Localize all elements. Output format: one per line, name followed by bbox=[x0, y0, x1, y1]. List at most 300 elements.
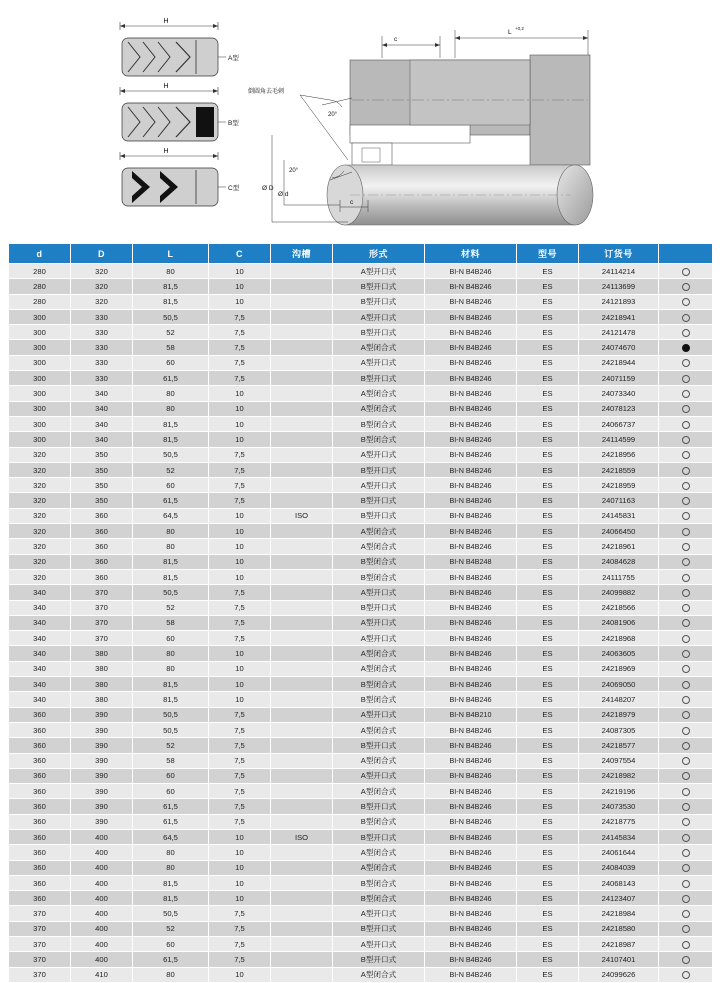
table-row[interactable] bbox=[9, 875, 713, 890]
cell-L: 58 bbox=[133, 340, 209, 355]
cell-C: 10 bbox=[209, 692, 271, 707]
cell-C: 10 bbox=[209, 401, 271, 416]
cell-L: 52 bbox=[133, 325, 209, 340]
cell-model: ES bbox=[517, 355, 579, 370]
technical-drawing bbox=[0, 0, 720, 238]
cell-d: 300 bbox=[9, 309, 71, 324]
stock-dot-empty-icon bbox=[682, 910, 690, 918]
cell-material: BI-N B4B246 bbox=[425, 508, 517, 523]
cell-order-no: 24218566 bbox=[579, 600, 659, 615]
cell-L: 60 bbox=[133, 768, 209, 783]
cell-D: 390 bbox=[71, 784, 133, 799]
cell-C: 7,5 bbox=[209, 707, 271, 722]
profile-view-c bbox=[120, 152, 226, 206]
cell-L: 50,5 bbox=[133, 447, 209, 462]
stock-indicator bbox=[659, 829, 713, 844]
cell-form: B型闭合式 bbox=[333, 891, 425, 906]
cell-C: 7,5 bbox=[209, 753, 271, 768]
col-D: D bbox=[71, 244, 133, 264]
cell-form: B型闭合式 bbox=[333, 416, 425, 431]
cell-D: 400 bbox=[71, 921, 133, 936]
table-row[interactable] bbox=[9, 294, 713, 309]
cell-L: 80 bbox=[133, 539, 209, 554]
cell-model: ES bbox=[517, 294, 579, 309]
cell-D: 320 bbox=[71, 279, 133, 294]
cell-D: 360 bbox=[71, 554, 133, 569]
stock-dot-empty-icon bbox=[682, 788, 690, 796]
cell-form: B型开口式 bbox=[333, 279, 425, 294]
cell-L: 80 bbox=[133, 845, 209, 860]
cell-d: 340 bbox=[9, 677, 71, 692]
stock-dot-empty-icon bbox=[682, 528, 690, 536]
table-row[interactable] bbox=[9, 478, 713, 493]
table-row[interactable] bbox=[9, 906, 713, 921]
table-row[interactable] bbox=[9, 967, 713, 982]
table-row[interactable] bbox=[9, 784, 713, 799]
cell-order-no: 24114599 bbox=[579, 432, 659, 447]
cell-order-no: 24087305 bbox=[579, 722, 659, 737]
table-row[interactable] bbox=[9, 447, 713, 462]
cell-L: 60 bbox=[133, 478, 209, 493]
cell-C: 10 bbox=[209, 539, 271, 554]
cell-form: B型闭合式 bbox=[333, 554, 425, 569]
cell-order-no: 24084628 bbox=[579, 554, 659, 569]
table-row[interactable] bbox=[9, 937, 713, 952]
cell-form: A型闭合式 bbox=[333, 845, 425, 860]
stock-indicator bbox=[659, 875, 713, 890]
stock-dot-empty-icon bbox=[682, 558, 690, 566]
cell-d: 370 bbox=[9, 967, 71, 982]
cell-form: B型开口式 bbox=[333, 738, 425, 753]
cell-order-no: 24114214 bbox=[579, 264, 659, 279]
cell-L: 81,5 bbox=[133, 569, 209, 584]
cell-material: BI-N B4B246 bbox=[425, 646, 517, 661]
stock-indicator bbox=[659, 493, 713, 508]
cell-d: 340 bbox=[9, 615, 71, 630]
cell-d: 340 bbox=[9, 600, 71, 615]
stock-indicator bbox=[659, 906, 713, 921]
cell-D: 320 bbox=[71, 264, 133, 279]
cell-C: 10 bbox=[209, 829, 271, 844]
cell-model: ES bbox=[517, 646, 579, 661]
cell-d: 370 bbox=[9, 921, 71, 936]
cell-material: BI-N B4B246 bbox=[425, 631, 517, 646]
label-l: L bbox=[508, 29, 512, 36]
cell-groove bbox=[271, 325, 333, 340]
stock-dot-empty-icon bbox=[682, 283, 690, 291]
table-row[interactable] bbox=[9, 692, 713, 707]
cell-material: BI-N B4B246 bbox=[425, 906, 517, 921]
cell-order-no: 24121478 bbox=[579, 325, 659, 340]
cell-D: 360 bbox=[71, 569, 133, 584]
cell-d: 300 bbox=[9, 355, 71, 370]
table-row[interactable] bbox=[9, 661, 713, 676]
cell-order-no: 24097554 bbox=[579, 753, 659, 768]
cell-d: 300 bbox=[9, 401, 71, 416]
cell-groove bbox=[271, 615, 333, 630]
cell-C: 7,5 bbox=[209, 799, 271, 814]
stock-dot-empty-icon bbox=[682, 543, 690, 551]
cell-d: 300 bbox=[9, 340, 71, 355]
table-row[interactable] bbox=[9, 432, 713, 447]
cell-order-no: 24074670 bbox=[579, 340, 659, 355]
cell-material: BI-N B4B246 bbox=[425, 937, 517, 952]
cell-material: BI-N B4B246 bbox=[425, 432, 517, 447]
stock-indicator bbox=[659, 921, 713, 936]
cell-C: 10 bbox=[209, 386, 271, 401]
cell-C: 7,5 bbox=[209, 371, 271, 386]
cell-material: BI-N B4B246 bbox=[425, 615, 517, 630]
stock-indicator bbox=[659, 738, 713, 753]
cell-form: A型开口式 bbox=[333, 937, 425, 952]
cell-d: 300 bbox=[9, 371, 71, 386]
cell-order-no: 24218775 bbox=[579, 814, 659, 829]
cell-D: 330 bbox=[71, 309, 133, 324]
cell-model: ES bbox=[517, 478, 579, 493]
cell-material: BI-N B4B246 bbox=[425, 325, 517, 340]
cell-form: A型开口式 bbox=[333, 478, 425, 493]
cell-material: BI-N B4B246 bbox=[425, 600, 517, 615]
cell-model: ES bbox=[517, 722, 579, 737]
cell-C: 7,5 bbox=[209, 921, 271, 936]
cell-form: A型开口式 bbox=[333, 906, 425, 921]
cell-C: 10 bbox=[209, 569, 271, 584]
cell-C: 7,5 bbox=[209, 631, 271, 646]
label-c-bottom: c bbox=[350, 199, 354, 206]
table-row[interactable] bbox=[9, 860, 713, 875]
cell-model: ES bbox=[517, 585, 579, 600]
cell-model: ES bbox=[517, 829, 579, 844]
cell-L: 50,5 bbox=[133, 722, 209, 737]
stock-dot-empty-icon bbox=[682, 650, 690, 658]
cell-model: ES bbox=[517, 524, 579, 539]
table-row[interactable] bbox=[9, 264, 713, 279]
cell-L: 60 bbox=[133, 937, 209, 952]
cell-D: 340 bbox=[71, 416, 133, 431]
cell-C: 10 bbox=[209, 661, 271, 676]
stock-indicator bbox=[659, 799, 713, 814]
cell-form: A型闭合式 bbox=[333, 340, 425, 355]
cell-L: 61,5 bbox=[133, 952, 209, 967]
table-row[interactable] bbox=[9, 738, 713, 753]
stock-dot-empty-icon bbox=[682, 268, 690, 276]
cell-L: 52 bbox=[133, 738, 209, 753]
cell-material: BI-N B4B246 bbox=[425, 585, 517, 600]
cell-d: 340 bbox=[9, 585, 71, 600]
cell-d: 360 bbox=[9, 738, 71, 753]
cell-D: 390 bbox=[71, 753, 133, 768]
cell-material: BI-N B4B246 bbox=[425, 891, 517, 906]
cell-d: 340 bbox=[9, 661, 71, 676]
cell-groove: ISO bbox=[271, 508, 333, 523]
cell-d: 320 bbox=[9, 508, 71, 523]
cell-D: 390 bbox=[71, 799, 133, 814]
cell-form: A型闭合式 bbox=[333, 386, 425, 401]
table-row[interactable] bbox=[9, 768, 713, 783]
cell-D: 400 bbox=[71, 937, 133, 952]
cell-model: ES bbox=[517, 371, 579, 386]
cell-order-no: 24219196 bbox=[579, 784, 659, 799]
cell-order-no: 24111755 bbox=[579, 569, 659, 584]
cell-material: BI-N B4B246 bbox=[425, 768, 517, 783]
cell-material: BI-N B4B246 bbox=[425, 661, 517, 676]
cell-form: B型开口式 bbox=[333, 952, 425, 967]
cell-C: 10 bbox=[209, 416, 271, 431]
cell-order-no: 24218941 bbox=[579, 309, 659, 324]
cell-D: 340 bbox=[71, 401, 133, 416]
stock-indicator bbox=[659, 722, 713, 737]
cell-form: A型开口式 bbox=[333, 355, 425, 370]
cell-groove bbox=[271, 493, 333, 508]
table-row[interactable] bbox=[9, 554, 713, 569]
table-row[interactable] bbox=[9, 722, 713, 737]
cell-L: 50,5 bbox=[133, 906, 209, 921]
stock-indicator bbox=[659, 937, 713, 952]
cell-D: 380 bbox=[71, 677, 133, 692]
cell-form: A型闭合式 bbox=[333, 967, 425, 982]
cell-D: 400 bbox=[71, 860, 133, 875]
cell-L: 50,5 bbox=[133, 707, 209, 722]
label-h-b: H bbox=[163, 83, 169, 90]
cell-material: BI-N B4B246 bbox=[425, 493, 517, 508]
cell-C: 10 bbox=[209, 279, 271, 294]
cell-D: 390 bbox=[71, 722, 133, 737]
table-row[interactable] bbox=[9, 371, 713, 386]
table-row[interactable] bbox=[9, 707, 713, 722]
stock-indicator bbox=[659, 784, 713, 799]
cell-D: 400 bbox=[71, 829, 133, 844]
cell-groove bbox=[271, 646, 333, 661]
stock-indicator bbox=[659, 860, 713, 875]
cell-model: ES bbox=[517, 309, 579, 324]
cell-form: A型闭合式 bbox=[333, 646, 425, 661]
cell-C: 7,5 bbox=[209, 768, 271, 783]
cell-C: 10 bbox=[209, 646, 271, 661]
cell-groove bbox=[271, 860, 333, 875]
cell-d: 360 bbox=[9, 845, 71, 860]
table-row[interactable] bbox=[9, 585, 713, 600]
cell-form: B型开口式 bbox=[333, 371, 425, 386]
table-row[interactable] bbox=[9, 677, 713, 692]
table-row[interactable] bbox=[9, 340, 713, 355]
table-row[interactable] bbox=[9, 829, 713, 844]
cell-d: 320 bbox=[9, 478, 71, 493]
cell-C: 7,5 bbox=[209, 722, 271, 737]
stock-dot-empty-icon bbox=[682, 436, 690, 444]
table-row[interactable] bbox=[9, 921, 713, 936]
stock-dot-empty-icon bbox=[682, 359, 690, 367]
table-row[interactable] bbox=[9, 401, 713, 416]
cell-groove bbox=[271, 799, 333, 814]
cell-groove bbox=[271, 401, 333, 416]
stock-dot-empty-icon bbox=[682, 298, 690, 306]
cell-material: BI-N B4B246 bbox=[425, 355, 517, 370]
table-row[interactable] bbox=[9, 462, 713, 477]
cell-material: BI-N B4B246 bbox=[425, 340, 517, 355]
cell-d: 320 bbox=[9, 447, 71, 462]
cell-L: 81,5 bbox=[133, 432, 209, 447]
cell-material: BI-N B4B246 bbox=[425, 692, 517, 707]
cell-groove bbox=[271, 279, 333, 294]
cell-order-no: 24218968 bbox=[579, 631, 659, 646]
table-row[interactable] bbox=[9, 355, 713, 370]
cell-D: 350 bbox=[71, 478, 133, 493]
col-groove: 沟槽 bbox=[271, 244, 333, 264]
cell-L: 80 bbox=[133, 264, 209, 279]
stock-dot-empty-icon bbox=[682, 482, 690, 490]
cell-D: 350 bbox=[71, 493, 133, 508]
table-row[interactable] bbox=[9, 753, 713, 768]
cell-material: BI-N B4B246 bbox=[425, 294, 517, 309]
stock-dot-empty-icon bbox=[682, 467, 690, 475]
table-row[interactable] bbox=[9, 493, 713, 508]
cell-groove bbox=[271, 707, 333, 722]
stock-dot-empty-icon bbox=[682, 314, 690, 322]
table-row[interactable] bbox=[9, 646, 713, 661]
cell-L: 81,5 bbox=[133, 692, 209, 707]
cell-L: 80 bbox=[133, 401, 209, 416]
table-row[interactable] bbox=[9, 799, 713, 814]
cell-C: 7,5 bbox=[209, 309, 271, 324]
cell-order-no: 24061644 bbox=[579, 845, 659, 860]
table-row[interactable] bbox=[9, 386, 713, 401]
table-row[interactable] bbox=[9, 524, 713, 539]
cell-form: B型开口式 bbox=[333, 294, 425, 309]
cell-model: ES bbox=[517, 677, 579, 692]
cell-D: 340 bbox=[71, 386, 133, 401]
cell-form: A型闭合式 bbox=[333, 722, 425, 737]
cell-D: 360 bbox=[71, 508, 133, 523]
cell-model: ES bbox=[517, 340, 579, 355]
cell-groove bbox=[271, 554, 333, 569]
table-row[interactable] bbox=[9, 569, 713, 584]
cell-material: BI-N B4B246 bbox=[425, 677, 517, 692]
cell-form: A型开口式 bbox=[333, 309, 425, 324]
cell-form: B型开口式 bbox=[333, 493, 425, 508]
cell-form: B型闭合式 bbox=[333, 569, 425, 584]
cell-C: 10 bbox=[209, 524, 271, 539]
cell-L: 64,5 bbox=[133, 508, 209, 523]
stock-dot-empty-icon bbox=[682, 864, 690, 872]
stock-indicator bbox=[659, 692, 713, 707]
cell-d: 360 bbox=[9, 768, 71, 783]
cell-form: A型开口式 bbox=[333, 264, 425, 279]
cell-L: 81,5 bbox=[133, 875, 209, 890]
stock-dot-empty-icon bbox=[682, 895, 690, 903]
table-row[interactable] bbox=[9, 279, 713, 294]
stock-indicator bbox=[659, 309, 713, 324]
cell-model: ES bbox=[517, 738, 579, 753]
cell-groove bbox=[271, 753, 333, 768]
stock-dot-empty-icon bbox=[682, 619, 690, 627]
stock-indicator bbox=[659, 600, 713, 615]
cell-L: 81,5 bbox=[133, 554, 209, 569]
stock-dot-empty-icon bbox=[682, 681, 690, 689]
cell-order-no: 24121893 bbox=[579, 294, 659, 309]
stock-indicator bbox=[659, 432, 713, 447]
cell-d: 280 bbox=[9, 279, 71, 294]
cell-L: 61,5 bbox=[133, 814, 209, 829]
cell-model: ES bbox=[517, 432, 579, 447]
stock-dot-empty-icon bbox=[682, 604, 690, 612]
cell-form: A型开口式 bbox=[333, 768, 425, 783]
table-row[interactable] bbox=[9, 325, 713, 340]
table-row[interactable] bbox=[9, 615, 713, 630]
cell-groove bbox=[271, 340, 333, 355]
cell-material: BI-N B4B246 bbox=[425, 401, 517, 416]
stock-indicator bbox=[659, 814, 713, 829]
cell-form: A型开口式 bbox=[333, 447, 425, 462]
cell-D: 330 bbox=[71, 355, 133, 370]
stock-dot-empty-icon bbox=[682, 574, 690, 582]
cell-d: 280 bbox=[9, 264, 71, 279]
cell-material: BI-N B4B246 bbox=[425, 952, 517, 967]
cell-order-no: 24078123 bbox=[579, 401, 659, 416]
col-C: C bbox=[209, 244, 271, 264]
cell-order-no: 24063605 bbox=[579, 646, 659, 661]
cell-groove bbox=[271, 416, 333, 431]
cell-material: BI-N B4B248 bbox=[425, 554, 517, 569]
cell-order-no: 24113699 bbox=[579, 279, 659, 294]
stock-indicator bbox=[659, 707, 713, 722]
table-row[interactable] bbox=[9, 891, 713, 906]
cell-model: ES bbox=[517, 401, 579, 416]
table-row[interactable] bbox=[9, 631, 713, 646]
cell-material: BI-N B4B246 bbox=[425, 279, 517, 294]
cell-model: ES bbox=[517, 264, 579, 279]
table-row[interactable] bbox=[9, 600, 713, 615]
cell-C: 7,5 bbox=[209, 340, 271, 355]
cell-L: 80 bbox=[133, 661, 209, 676]
cell-C: 7,5 bbox=[209, 355, 271, 370]
cell-form: B型开口式 bbox=[333, 600, 425, 615]
col-model: 型号 bbox=[517, 244, 579, 264]
cell-material: BI-N B4B246 bbox=[425, 753, 517, 768]
cell-L: 80 bbox=[133, 967, 209, 982]
cell-model: ES bbox=[517, 279, 579, 294]
cell-form: B型闭合式 bbox=[333, 875, 425, 890]
cell-D: 360 bbox=[71, 539, 133, 554]
cell-material: BI-N B4B246 bbox=[425, 569, 517, 584]
stock-indicator bbox=[659, 524, 713, 539]
stock-indicator bbox=[659, 294, 713, 309]
table-row[interactable] bbox=[9, 539, 713, 554]
cell-model: ES bbox=[517, 845, 579, 860]
cell-L: 58 bbox=[133, 615, 209, 630]
cell-L: 61,5 bbox=[133, 371, 209, 386]
table-row[interactable] bbox=[9, 416, 713, 431]
cell-order-no: 24218979 bbox=[579, 707, 659, 722]
stock-dot-empty-icon bbox=[682, 971, 690, 979]
cell-material: BI-N B4B246 bbox=[425, 738, 517, 753]
table-row[interactable] bbox=[9, 845, 713, 860]
cell-C: 10 bbox=[209, 294, 271, 309]
stock-dot-empty-icon bbox=[682, 512, 690, 520]
drawing-svg bbox=[0, 0, 720, 238]
cell-form: B型开口式 bbox=[333, 829, 425, 844]
col-material: 材料 bbox=[425, 244, 517, 264]
cell-material: BI-N B4B246 bbox=[425, 462, 517, 477]
cell-form: A型开口式 bbox=[333, 615, 425, 630]
table-row[interactable] bbox=[9, 309, 713, 324]
stock-indicator bbox=[659, 631, 713, 646]
table-row[interactable] bbox=[9, 814, 713, 829]
cell-groove bbox=[271, 768, 333, 783]
cell-groove bbox=[271, 462, 333, 477]
cell-d: 300 bbox=[9, 325, 71, 340]
table-row[interactable] bbox=[9, 508, 713, 523]
cell-order-no: 24068143 bbox=[579, 875, 659, 890]
